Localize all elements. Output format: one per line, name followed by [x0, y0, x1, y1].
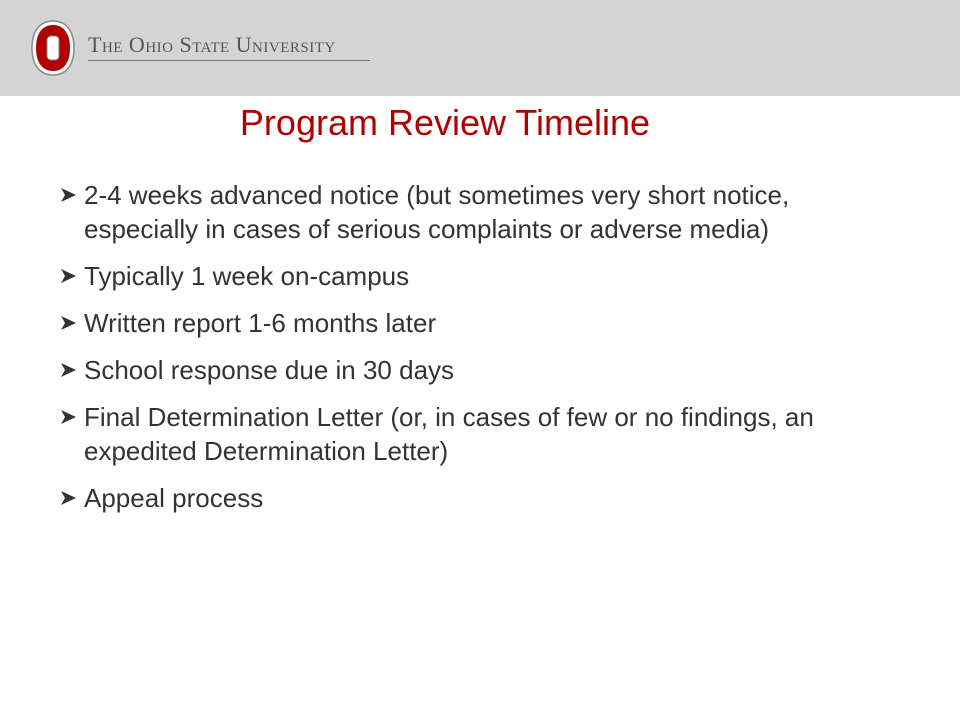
block-o-logo-icon [30, 20, 76, 76]
university-logo [30, 20, 370, 76]
bullet-text: School response due in 30 days [84, 355, 455, 385]
arrowhead-bullet-icon [58, 178, 80, 212]
header-bar [0, 0, 960, 96]
arrowhead-bullet-icon [58, 400, 80, 434]
bullet-item [58, 400, 838, 468]
wordmark-underline [88, 60, 370, 61]
bullet-item [58, 178, 838, 246]
bullet-item [58, 481, 838, 515]
bullet-text: Typically 1 week on-campus [84, 261, 410, 291]
arrowhead-bullet-icon [58, 481, 80, 515]
arrowhead-bullet-icon [58, 259, 80, 293]
bullet-list [58, 178, 838, 528]
university-wordmark: The Ohio State University [88, 32, 336, 57]
slide-title: Program Review Timeline [239, 102, 651, 143]
arrowhead-bullet-icon [58, 353, 80, 387]
bullet-text: 2-4 weeks advanced notice (but sometimes very short notice, especially in cases of serious complaints or adverse media) [84, 180, 790, 244]
arrowhead-bullet-icon [58, 306, 80, 340]
bullet-text: Appeal process [84, 483, 264, 513]
bullet-text: Written report 1-6 months later [84, 308, 437, 338]
bullet-text: Final Determination Letter (or, in cases of few or no findings, an expedited Determination Letter) [84, 402, 814, 466]
bullet-item [58, 259, 838, 293]
bullet-item [58, 353, 838, 387]
bullet-item [58, 306, 838, 340]
